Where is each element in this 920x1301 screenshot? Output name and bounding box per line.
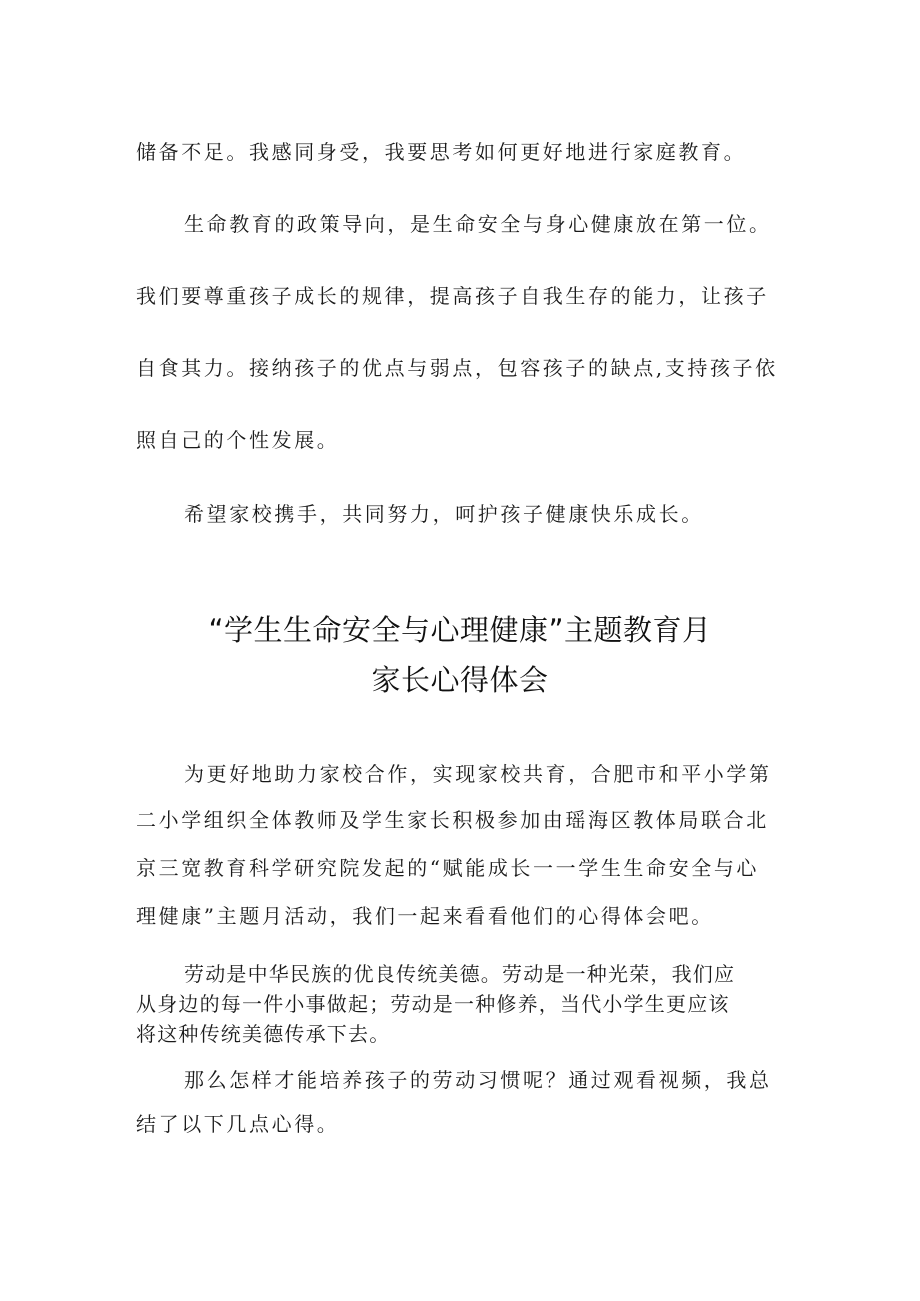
paragraph-6-line-1: 那么怎样才能培养孩子的劳动习惯呢？通过观看视频，我总 bbox=[184, 1068, 772, 1092]
paragraph-4-line-3: 京三宽教育科学研究院发起的“赋能成长一一学生生命安全与心 bbox=[136, 856, 760, 880]
paragraph-5-line-1: 劳动是中华民族的优良传统美德。劳动是一种光荣，我们应 bbox=[184, 962, 736, 986]
paragraph-2-line-4: 照自己的个性发展。 bbox=[136, 428, 340, 452]
paragraph-4-line-1: 为更好地助力家校合作，实现家校共育，合肥市和平小学第 bbox=[184, 762, 772, 786]
paragraph-5-line-3: 将这种传统美德传承下去。 bbox=[136, 1022, 391, 1046]
paragraph-2-line-2: 我们要尊重孩子成长的规律，提高孩子自我生存的能力，让孩子 bbox=[136, 284, 769, 308]
paragraph-5-line-2: 从身边的每一件小事做起；劳动是一种修养，当代小学生更应该 bbox=[136, 992, 730, 1016]
paragraph-4-line-4: 理健康”主题月活动，我们一起来看看他们的心得体会吧。 bbox=[136, 904, 714, 928]
paragraph-3-line-1: 希望家校携手，共同努力，呵护孩子健康快乐成长。 bbox=[184, 502, 704, 526]
paragraph-6-line-2: 结了以下几点心得。 bbox=[136, 1112, 340, 1136]
paragraph-2-line-1: 生命教育的政策导向，是生命安全与身心健康放在第一位。 bbox=[184, 212, 772, 236]
paragraph-2-line-3: 自食其力。接纳孩子的优点与弱点，包容孩子的缺点,支持孩子依 bbox=[136, 356, 778, 380]
paragraph-1-line-1: 储备不足。我感同身受，我要思考如何更好地进行家庭教育。 bbox=[136, 140, 747, 164]
paragraph-4-line-2: 二小学组织全体教师及学生家长积极参加由瑶海区教体局联合北 bbox=[136, 808, 769, 832]
heading-line-1: “学生生命安全与心理健康”主题教育月 bbox=[208, 613, 712, 647]
heading-line-2: 家长心得体会 bbox=[371, 663, 549, 697]
